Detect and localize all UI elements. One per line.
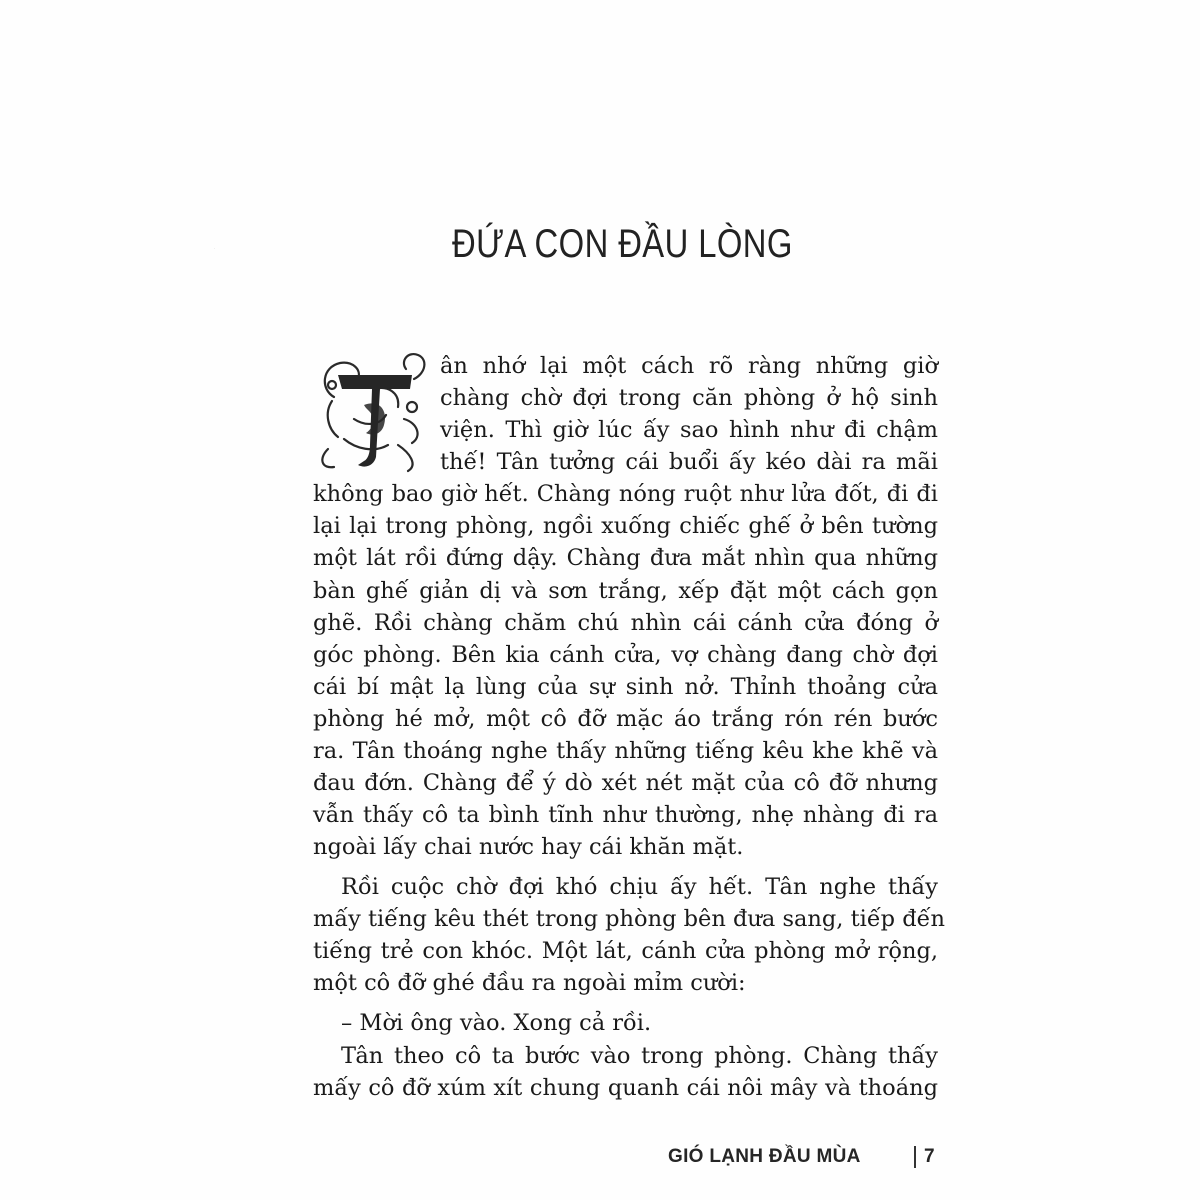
text-line: phòng hé mở, một cô đỡ mặc áo trắng rón rén bước [313,706,938,732]
text-line: một cô đỡ ghé đầu ra ngoài mỉm cười: [313,970,746,996]
text-line: ghẽ. Rồi chàng chăm chú nhìn cái cánh cửa đóng ở [313,610,938,636]
text-line: vẫn thấy cô ta bình tĩnh như thường, nhẹ nhàng đi ra [313,802,938,828]
text-line: ra. Tân thoáng nghe thấy những tiếng kêu khe khẽ và [313,738,938,764]
page-number: 7 [924,1146,935,1167]
text-line: ngoài lấy chai nước hay cái khăn mặt. [313,834,744,860]
text-line: đau đớn. Chàng để ý dò xét nét mặt của cô đỡ nhưng [313,770,938,796]
text-line: chàng chờ đợi trong căn phòng ở hộ sinh [440,385,938,411]
text-line: cái bí mật lạ lùng của sự sinh nở. Thỉnh thoảng cửa [313,674,938,700]
text-line: một lát rồi đứng dậy. Chàng đưa mắt nhìn qua những [313,545,938,571]
text-line: ân nhớ lại một cách rõ ràng những giờ [440,353,938,379]
dropcap-letter: T [214,249,215,250]
dialogue-line: – Mời ông vào. Xong cả rồi. [341,1010,652,1036]
text-line: thế! Tân tưởng cái buổi ấy kéo dài ra mãi [440,449,938,475]
text-line: mấy tiếng kêu thét trong phòng bên đưa sang, tiếp đến [313,906,945,932]
footer-divider [914,1146,916,1168]
text-line: không bao giờ hết. Chàng nóng ruột như lửa đốt, đi đi [313,481,938,507]
chapter-title: ĐỨA CON ĐẦU LÒNG [452,222,793,266]
text-line: lại lại trong phòng, ngồi xuống chiếc ghế ở bên tường [313,513,938,539]
text-line: Rồi cuộc chờ đợi khó chịu ấy hết. Tân nghe thấy [341,874,938,900]
text-line: tiếng trẻ con khóc. Một lát, cánh cửa phòng mở rộng, [313,938,938,964]
text-line: Tân theo cô ta bước vào trong phòng. Chàng thấy [341,1043,938,1069]
ornamental-dropcap [214,249,434,474]
text-line: góc phòng. Bên kia cánh cửa, vợ chàng đang chờ đợi [313,642,938,668]
running-footer-title: GIÓ LẠNH ĐẦU MÙA [668,1146,861,1167]
text-line: mấy cô đỡ xúm xít chung quanh cái nôi mây và thoáng [313,1075,938,1101]
text-line: bàn ghế giản dị và sơn trắng, xếp đặt một cách gọn [313,578,938,604]
text-line: viện. Thì giờ lúc ấy sao hình như đi chậm [440,417,938,443]
